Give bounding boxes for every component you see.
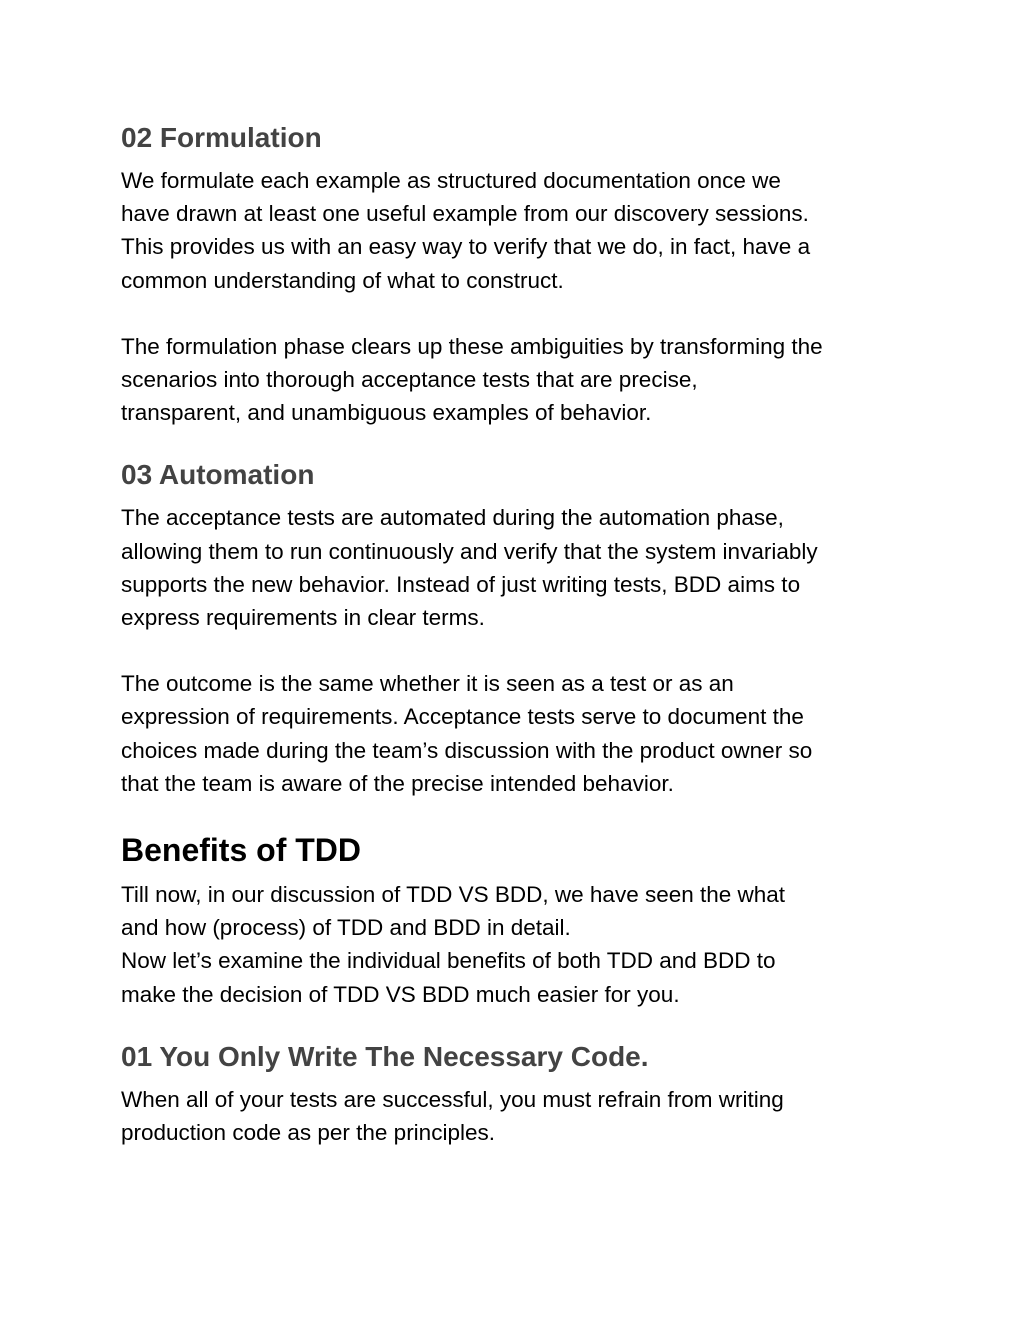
formulation-paragraph-1: We formulate each example as structured documentation once we have drawn at least one useful example from our discovery sessions. This provides us with an easy way to verify that we do, in fact, have a common understanding of what to construct. (121, 168, 811, 293)
automation-heading: 03 Automation (121, 459, 315, 491)
automation-paragraph-2: The outcome is the same whether it is seen as a test or as an expression of requirements. Acceptance tests serve to document the choices made during the team’s discussion with the product owner so that the team is aware of the precise intended behavior. (121, 671, 813, 796)
benefits-heading: Benefits of TDD (121, 832, 361, 869)
automation-paragraph-1: The acceptance tests are automated during the automation phase, allowing them to run continuously and verify that the system invariably supports the new behavior. Instead of just writing tests, BDD aims to express requirements in clear terms. (121, 505, 818, 631)
document-page (121, 120, 921, 1149)
formulation-heading: 02 Formulation (121, 122, 322, 153)
benefits-paragraph: Till now, in our discussion of TDD VS BDD, we have seen the what and how (process) of TDD and BDD in detail. Now let’s examine the individual benefits of both TDD and BDD to make the decision of TDD VS BDD much easier for you. (121, 882, 786, 1007)
necessary-code-paragraph: When all of your tests are successful, you must refrain from writing production code as per the principles. (121, 1086, 784, 1146)
formulation-paragraph-2: The formulation phase clears up these ambiguities by transforming the scenarios into thorough acceptance tests that are precise, transparent, and unambiguous examples of behavior. (121, 333, 823, 426)
necessary-code-heading: 01 You Only Write The Necessary Code. (121, 1040, 649, 1072)
